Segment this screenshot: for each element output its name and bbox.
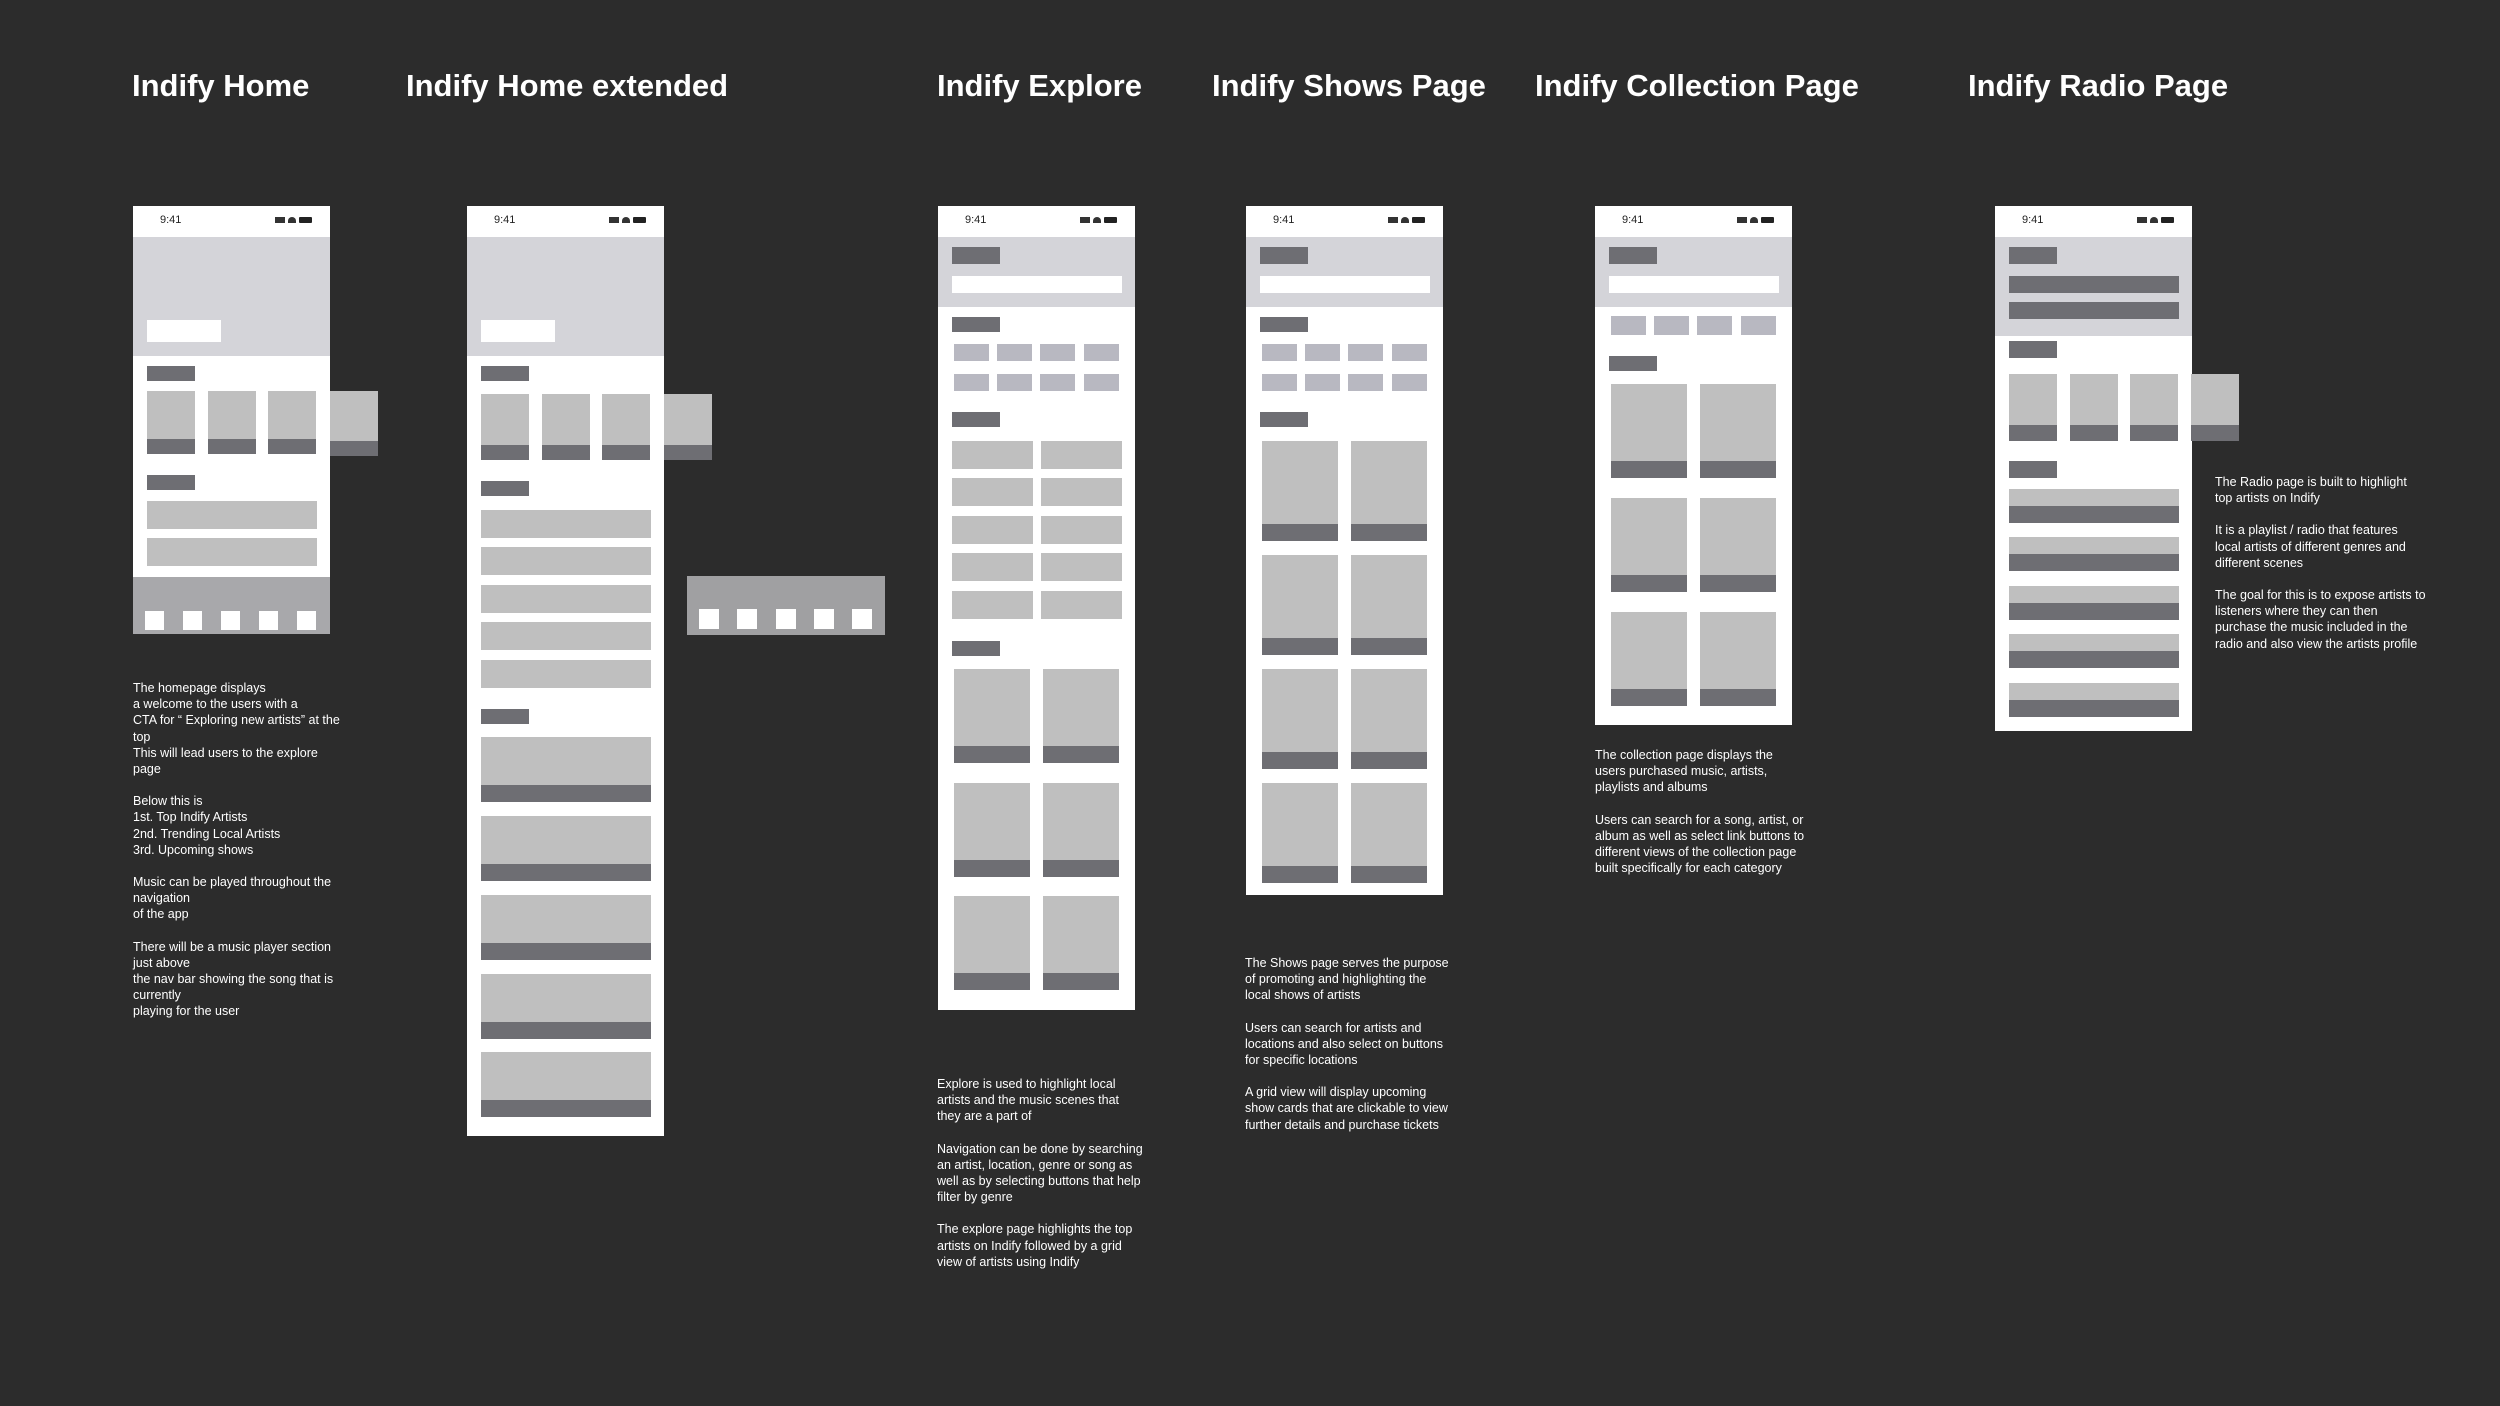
section-header: [952, 412, 1000, 427]
note-line: artists on Indify followed by a grid: [937, 1238, 1122, 1253]
explore-description: [937, 1076, 1177, 1270]
category-link-button: [1697, 316, 1732, 335]
note-paragraph: [2215, 587, 2465, 652]
nav-slot: [776, 609, 796, 629]
note-line: Music can be played throughout the: [133, 875, 332, 890]
artist-tile: [952, 441, 1033, 469]
section-header: [147, 366, 195, 381]
artist-card-image: [147, 391, 195, 439]
home-side-card: [330, 391, 378, 456]
collection-card-image: [1700, 612, 1776, 689]
nav-slot: [852, 609, 872, 629]
track-row-caption: [2009, 603, 2179, 620]
artist-tile: [1041, 553, 1122, 581]
note-paragraph: [2215, 474, 2465, 506]
artist-card-image: [602, 394, 650, 445]
note-paragraph: [1595, 747, 1835, 796]
note-line: show cards that are clickable to view: [1245, 1101, 1448, 1116]
note-line: a welcome to the users with a: [133, 697, 298, 712]
artist-card-caption: [481, 445, 529, 460]
note-line: local shows of artists: [1245, 988, 1361, 1003]
track-row: [2009, 634, 2179, 651]
page-title-block: [952, 247, 1000, 264]
home-wireframe: [133, 206, 330, 634]
collection-card-caption: [1611, 689, 1687, 706]
show-card-image: [1262, 669, 1338, 752]
wifi-icon: [288, 217, 296, 223]
note-line: built specifically for each category: [1595, 861, 1782, 876]
header-bar: [2009, 276, 2179, 293]
category-link-button: [1741, 316, 1776, 335]
battery-icon: [1412, 217, 1425, 223]
show-card-caption: [1262, 866, 1338, 883]
collection-card-caption: [1611, 461, 1687, 478]
track-row-caption: [2009, 506, 2179, 523]
show-card-caption: [1351, 638, 1427, 655]
category-link-button: [1611, 316, 1646, 335]
battery-icon: [299, 217, 312, 223]
note-line: playlists and albums: [1595, 780, 1708, 795]
section-header: [1609, 356, 1657, 371]
show-card-caption: [481, 943, 651, 960]
status-bar: [133, 206, 330, 237]
collection-card-caption: [1700, 461, 1776, 478]
status-time: 9:41: [965, 214, 987, 226]
artist-card-image: [542, 394, 590, 445]
show-card-image: [481, 1052, 651, 1100]
filter-button: [954, 374, 989, 391]
note-paragraph: [133, 680, 373, 777]
show-card-image: [1351, 555, 1427, 638]
filter-button: [1040, 344, 1075, 361]
filter-button: [1040, 374, 1075, 391]
filter-button: [997, 374, 1032, 391]
home-extended-player-strip: [687, 576, 885, 635]
note-line: locations and also select on buttons: [1245, 1036, 1444, 1051]
artist-card-image: [954, 896, 1030, 973]
search-bar: [1260, 276, 1430, 293]
section-header: [2009, 461, 2057, 478]
nav-slot: [699, 609, 719, 629]
note-line: There will be a music player section: [133, 939, 331, 954]
location-button: [1305, 374, 1340, 391]
artist-tile: [952, 591, 1033, 619]
artist-card-image: [268, 391, 316, 439]
collection-description: [1595, 747, 1835, 876]
artist-tile: [1041, 516, 1122, 544]
note-line: CTA for “ Exploring new artists” at the: [133, 713, 340, 728]
artist-tile: [952, 478, 1033, 506]
artist-card-caption: [954, 973, 1030, 990]
track-row-caption: [2009, 700, 2179, 717]
note-paragraph: [1595, 812, 1835, 877]
section-header: [481, 709, 529, 724]
signal-icon: [1737, 217, 1747, 223]
category-link-button: [1654, 316, 1689, 335]
explore-wireframe: [938, 206, 1135, 1010]
note-line: The Radio page is built to highlight: [2215, 475, 2407, 489]
note-paragraph: [133, 939, 373, 1020]
header-bar: [2009, 302, 2179, 319]
music-player-bar: [133, 577, 330, 604]
wifi-icon: [1093, 217, 1101, 223]
show-row: [147, 538, 317, 566]
artist-card-caption: [2009, 425, 2057, 441]
status-bar: [467, 206, 664, 237]
track-row: [2009, 586, 2179, 603]
list-row: [481, 547, 651, 575]
note-line: view of artists using Indify: [937, 1254, 1080, 1269]
note-line: for specific locations: [1245, 1053, 1358, 1068]
collection-card-image: [1611, 384, 1687, 461]
artist-card-image: [1043, 783, 1119, 860]
note-line: top: [133, 729, 151, 744]
artist-card-caption: [954, 746, 1030, 763]
artist-card-caption: [268, 439, 316, 454]
note-line: top artists on Indify: [2215, 491, 2320, 506]
section-header: [481, 366, 529, 381]
shows-description: [1245, 955, 1485, 1133]
show-card-caption: [1351, 752, 1427, 769]
section-header: [952, 317, 1000, 332]
note-line: artists and the music scenes that: [937, 1093, 1120, 1108]
home-extended-side-card: [664, 394, 712, 460]
note-line: Explore is used to highlight local: [937, 1077, 1116, 1091]
note-line: Users can search for a song, artist, or: [1595, 812, 1804, 827]
filter-button: [954, 344, 989, 361]
show-card-image: [1262, 555, 1338, 638]
status-time: 9:41: [1273, 214, 1295, 226]
section-header: [481, 481, 529, 496]
track-row: [2009, 489, 2179, 506]
section-header: [2009, 341, 2057, 358]
location-button: [1305, 344, 1340, 361]
collection-wireframe: [1595, 206, 1792, 725]
note-line: 2nd. Trending Local Artists: [133, 826, 281, 841]
show-row: [147, 501, 317, 529]
nav-slot: [259, 611, 278, 630]
note-line: Navigation can be done by searching: [937, 1141, 1143, 1156]
note-paragraph: [133, 874, 373, 923]
note-paragraph: [937, 1221, 1177, 1270]
artist-tile: [1041, 591, 1122, 619]
cta-button: [481, 320, 555, 342]
show-card-image: [1262, 441, 1338, 524]
artist-tile: [952, 553, 1033, 581]
show-card-caption: [1262, 638, 1338, 655]
section-header: [147, 475, 195, 490]
note-line: The Shows page serves the purpose: [1245, 956, 1449, 970]
page-title-block: [2009, 247, 2057, 264]
collection-card-image: [1700, 498, 1776, 575]
note-line: The collection page displays the: [1595, 748, 1773, 762]
note-line: It is a playlist / radio that features: [2215, 523, 2398, 538]
show-card-image: [1351, 783, 1427, 866]
show-card-image: [481, 895, 651, 943]
section-header: [952, 641, 1000, 656]
show-card-image: [1351, 441, 1427, 524]
note-line: of the app: [133, 907, 189, 922]
status-time: 9:41: [1622, 214, 1644, 226]
radio-description: [2215, 474, 2465, 652]
nav-slot: [221, 611, 240, 630]
artist-tile: [1041, 441, 1122, 469]
location-button: [1262, 344, 1297, 361]
artist-card-image: [954, 669, 1030, 746]
track-row: [2009, 683, 2179, 700]
radio-wireframe: [1995, 206, 2192, 731]
battery-icon: [1761, 217, 1774, 223]
title-home: Indify Home: [132, 68, 310, 103]
note-line: well as by selecting buttons that help: [937, 1174, 1141, 1189]
signal-icon: [275, 217, 285, 223]
collection-card-image: [1700, 384, 1776, 461]
note-line: radio and also view the artists profile: [2215, 636, 2418, 651]
note-line: listeners where they can then: [2215, 604, 2378, 619]
collection-card-image: [1611, 612, 1687, 689]
status-bar: [1995, 206, 2192, 237]
filter-button: [1084, 344, 1119, 361]
note-line: A grid view will display upcoming: [1245, 1085, 1427, 1100]
cta-button: [147, 320, 221, 342]
artist-card-caption: [2070, 425, 2118, 441]
note-line: an artist, location, genre or song as: [937, 1157, 1133, 1172]
status-time: 9:41: [160, 214, 182, 226]
note-paragraph: [1245, 955, 1485, 1004]
wifi-icon: [1750, 217, 1758, 223]
track-row-caption: [2009, 554, 2179, 571]
show-card-caption: [481, 1100, 651, 1117]
note-paragraph: [133, 793, 373, 858]
note-line: The explore page highlights the top: [937, 1222, 1133, 1237]
filter-button: [1084, 374, 1119, 391]
signal-icon: [2137, 217, 2147, 223]
note-line: currently: [133, 988, 181, 1003]
location-button: [1348, 374, 1383, 391]
artist-card-caption: [147, 439, 195, 454]
artist-card-image: [954, 783, 1030, 860]
note-paragraph: [937, 1141, 1177, 1206]
show-card-caption: [1351, 866, 1427, 883]
note-line: filter by genre: [937, 1190, 1013, 1205]
title-collection: Indify Collection Page: [1535, 68, 1859, 103]
artist-card-caption: [2130, 425, 2178, 441]
artist-card-caption: [1043, 746, 1119, 763]
note-line: page: [133, 762, 161, 777]
filter-button: [997, 344, 1032, 361]
note-line: users purchased music, artists,: [1595, 764, 1768, 779]
search-bar: [952, 276, 1122, 293]
note-line: purchase the music included in the: [2215, 620, 2408, 635]
list-row: [481, 622, 651, 650]
note-line: the nav bar showing the song that is: [133, 972, 334, 987]
show-card-caption: [1262, 752, 1338, 769]
title-explore: Indify Explore: [937, 68, 1142, 103]
note-line: just above: [133, 955, 190, 970]
artist-card-image: [2009, 374, 2057, 425]
note-line: album as well as select link buttons to: [1595, 828, 1805, 843]
note-line: Below this is: [133, 794, 203, 809]
note-paragraph: [2215, 522, 2465, 571]
note-line: of promoting and highlighting the: [1245, 972, 1427, 987]
shows-wireframe: [1246, 206, 1443, 895]
note-line: different views of the collection page: [1595, 845, 1797, 860]
artist-card-caption: [954, 860, 1030, 877]
artist-card-image: [481, 394, 529, 445]
show-card-caption: [1351, 524, 1427, 541]
note-line: Users can search for artists and: [1245, 1020, 1422, 1035]
title-radio: Indify Radio Page: [1968, 68, 2229, 103]
artist-card-caption: [602, 445, 650, 460]
note-line: they are a part of: [937, 1109, 1032, 1124]
artist-card-image: [1043, 669, 1119, 746]
home-extended-wireframe: [467, 206, 664, 1136]
show-card-caption: [481, 785, 651, 802]
artist-card-caption: [542, 445, 590, 460]
show-card-image: [1351, 669, 1427, 752]
artist-tile: [952, 516, 1033, 544]
location-button: [1348, 344, 1383, 361]
note-line: different scenes: [2215, 555, 2304, 570]
location-button: [1392, 374, 1427, 391]
nav-slot: [145, 611, 164, 630]
signal-icon: [609, 217, 619, 223]
wifi-icon: [622, 217, 630, 223]
list-row: [481, 585, 651, 613]
note-paragraph: [937, 1076, 1177, 1125]
status-time: 9:41: [2022, 214, 2044, 226]
page-title-block: [1260, 247, 1308, 264]
list-row: [481, 510, 651, 538]
status-bar: [938, 206, 1135, 237]
track-row-caption: [2009, 651, 2179, 668]
nav-slot: [183, 611, 202, 630]
track-row: [2009, 537, 2179, 554]
artist-card-caption: [1043, 973, 1119, 990]
note-line: This will lead users to the explore: [133, 745, 318, 760]
artist-card-image: [208, 391, 256, 439]
artist-card-caption: [208, 439, 256, 454]
note-line: navigation: [133, 891, 190, 906]
artist-tile: [1041, 478, 1122, 506]
note-line: local artists of different genres and: [2215, 539, 2406, 554]
show-card-caption: [481, 1022, 651, 1039]
signal-icon: [1080, 217, 1090, 223]
nav-slot: [814, 609, 834, 629]
artist-card-image: [2130, 374, 2178, 425]
note-line: further details and purchase tickets: [1245, 1117, 1439, 1132]
note-line: The homepage displays: [133, 681, 266, 695]
show-card-image: [481, 816, 651, 864]
status-time: 9:41: [494, 214, 516, 226]
wifi-icon: [2150, 217, 2158, 223]
note-paragraph: [1245, 1020, 1485, 1069]
battery-icon: [633, 217, 646, 223]
list-row: [481, 660, 651, 688]
show-card-caption: [481, 864, 651, 881]
wifi-icon: [1401, 217, 1409, 223]
artist-card-image: [2070, 374, 2118, 425]
show-card-caption: [1262, 524, 1338, 541]
show-card-image: [1262, 783, 1338, 866]
collection-card-caption: [1700, 575, 1776, 592]
location-button: [1262, 374, 1297, 391]
status-bar: [1595, 206, 1792, 237]
radio-side-card: [2191, 374, 2239, 441]
artist-card-image: [1043, 896, 1119, 973]
section-header: [1260, 317, 1308, 332]
show-card-image: [481, 737, 651, 785]
show-card-image: [481, 974, 651, 1022]
page-title-block: [1609, 247, 1657, 264]
search-bar: [1609, 276, 1779, 293]
artist-card-caption: [1043, 860, 1119, 877]
note-line: The goal for this is to expose artists to: [2215, 588, 2426, 603]
collection-card-caption: [1700, 689, 1776, 706]
battery-icon: [1104, 217, 1117, 223]
title-shows: Indify Shows Page: [1212, 68, 1486, 103]
location-button: [1392, 344, 1427, 361]
signal-icon: [1388, 217, 1398, 223]
collection-card-image: [1611, 498, 1687, 575]
note-paragraph: [1245, 1084, 1485, 1133]
nav-slot: [737, 609, 757, 629]
title-home-extended: Indify Home extended: [406, 68, 729, 103]
section-header: [1260, 412, 1308, 427]
status-bar: [1246, 206, 1443, 237]
note-line: 3rd. Upcoming shows: [133, 842, 254, 857]
note-line: 1st. Top Indify Artists: [133, 810, 248, 825]
home-description: [133, 680, 373, 1020]
battery-icon: [2161, 217, 2174, 223]
note-line: playing for the user: [133, 1004, 240, 1019]
collection-card-caption: [1611, 575, 1687, 592]
nav-slot: [297, 611, 316, 630]
